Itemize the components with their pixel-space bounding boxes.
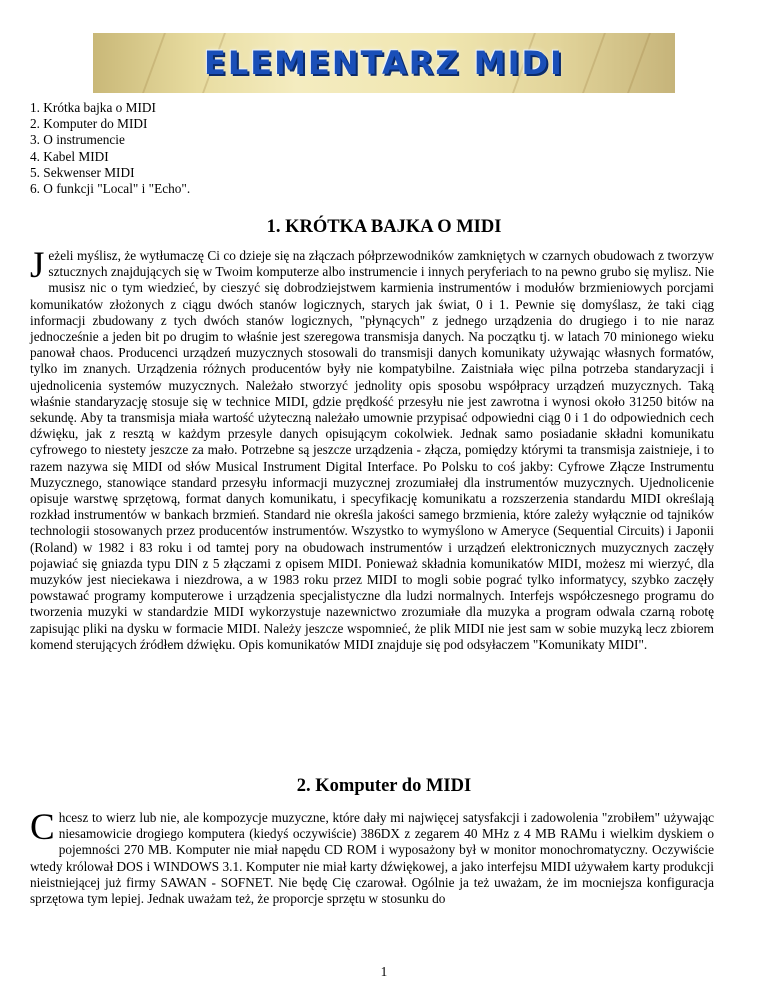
- section-2-paragraph: [30, 807, 714, 907]
- page-number: 1: [380, 964, 388, 979]
- section-2-text: hcesz to wierz lub nie, ale kompozycje muzyczne, które dały mi najwięcej satysfakcji i zadowolenia "zrobiłem" używając niesamowicie drogiego komputera (kiedyś oczywiście) 386DX z zegarem 40 MHz z 4 MB RAMu i wielkim dyskiem o pojemności 270 MB. Komputer nie miał napędu CD ROM i wyposażony był w monitor monochromatyczny. Oczywiście wtedy królował DOS i WINDOWS 3.1. Komputer nie miał karty dźwiękowej, a jako interfejsu MIDI używałem karty produkcji nieistniejącej już firmy SAWAN - SOFNET. Nie będę Cię czarował. Ogólnie ja też uważam, że im mocniejsza konfiguracja sprzętowa tym lepiej. Jednak uważam też, że proporcje sprzętu w stosunku do: [30, 810, 714, 907]
- banner-title: ELEMENTARZ MIDI: [204, 44, 564, 82]
- section-2-heading: 2. Komputer do MIDI: [296, 776, 472, 796]
- table-of-contents: [30, 100, 190, 197]
- section-1-dropcap: J: [30, 245, 45, 286]
- toc-item[interactable]: 4. Kabel MIDI: [30, 148, 109, 164]
- toc-item[interactable]: 6. O funkcji "Local" i "Echo".: [30, 181, 191, 197]
- toc-item[interactable]: 3. O instrumencie: [30, 132, 125, 148]
- section-2-dropcap: C: [30, 807, 55, 848]
- section-1-text: eżeli myślisz, że wytłumaczę Ci co dzieje się na złączach półprzewodników zamkniętych w czarnych obudowach z tworzyw sztucznych znajdujących się w Twoim komputerze albo instrumencie i innych peryferiach to na pewno grubo się mylisz. Nie musisz nic o tym wiedzieć, by cieszyć się dobrodziejstwem karmienia instrumentów i modułów brzmieniowych porcjami komunikatów złożonych z ciągu dwóch stanów logicznych, starych jak świat, 0 i 1. Pewnie się domyślasz, że taki ciąg informacji zbudowany z tych dwóch stanów logicznych, "płynących" z jednego urządzenia do drugiego i to nie naraz jednocześnie a jeden bit po drugim to właśnie jest szeregowa transmisja danych. Na początku tj. w latach 70 minionego wieku panował chaos. Producenci urządzeń muzycznych stosowali do transmisji danych komunikaty używając własnych formatów, tylko im znanych. Urządzenia różnych producentów były nie kompatybilne. Zaistniała więc pilna potrzeba standaryzacji i ujednolicenia systemów muzycznych. Należało stworzyć jednolity opis sposobu współpracy urządzeń muzycznych. Taką właśnie standaryzację stosuje się w technice MIDI, gdzie prędkość przesyłu nie jest zawrotna i wynosi około 31250 bitów na sekundę. Aby ta transmisja miała wartość użyteczną należało umownie przypisać odpowiedni ciąg 0 i 1 do odpowiednich cech dźwięku, jak z resztą w każdym przesyle danych opisującym cokolwiek. Jednak samo posiadanie składni komunikatu cyfrowego to niestety jeszcze za mało. Potrzebne są jeszcze urządzenia - złącza, pomiędzy którymi ta transmisja zaistnieje, i to razem nazywa się MIDI od słów Musical Instrument Digital Interface. Po Polsku to coś jakby: Cyfrowe Złącze Instrumentu Muzycznego, stanowiące standard przesyłu informacji muzycznej zrozumiałej dla instrumentów muzycznych. Ujednolicenie opisuje warstwę sprzętową, format danych komunikatu, i specyfikację komunikatu a rozszerzenia standardu MIDI określają rozkład instrumentów w bankach brzmień. Standard nie określa jakości samego brzmienia, które zależy wyłącznie od tajników technologii stosowanych przez producentów instrumentów. Wszystko to wymyślono w Ameryce (Sequential Circuits) i Japonii (Roland) w 1982 i 83 roku i od tamtej pory na obudowach instrumentów i urządzeń elektronicznych muzycznych zaczęły pojawiać się gniazda typu DIN z 5 złączami z opisem MIDI. Ponieważ składnia komunikatów MIDI, możesz mi wierzyć, dla muzyków jest nieciekawa i niezdrowa, a w 1983 roku przez MIDI to mogli sobie pograć tylko informatycy, szybko zaczęły powstawać programy komputerowe i urządzenia specjalistyczne dla ludzi normalnych. Interfejs współczesnego programu do tworzenia muzyki w standardzie MIDI wykorzystuje nazewnictwo zrozumiałe dla muzyka a program odwala czarną robotę zapisując pliki na dysku w formacie MIDI. Należy jeszcze wspomnieć, że plik MIDI nie jest sam w sobie muzyką lecz zbiorem komend sterujących źródłem dźwięku. Opis komunikatów MIDI znajduje się pod odsyłaczem "Komunikaty MIDI".: [30, 248, 714, 652]
- section-1-paragraph: [30, 245, 714, 653]
- header-banner: [93, 33, 675, 93]
- toc-item[interactable]: 1. Krótka bajka o MIDI: [30, 100, 156, 115]
- section-1-heading: 1. KRÓTKA BAJKA O MIDI: [266, 217, 502, 237]
- toc-item[interactable]: 5. Sekwenser MIDI: [30, 164, 135, 180]
- toc-item[interactable]: 2. Komputer do MIDI: [30, 116, 148, 132]
